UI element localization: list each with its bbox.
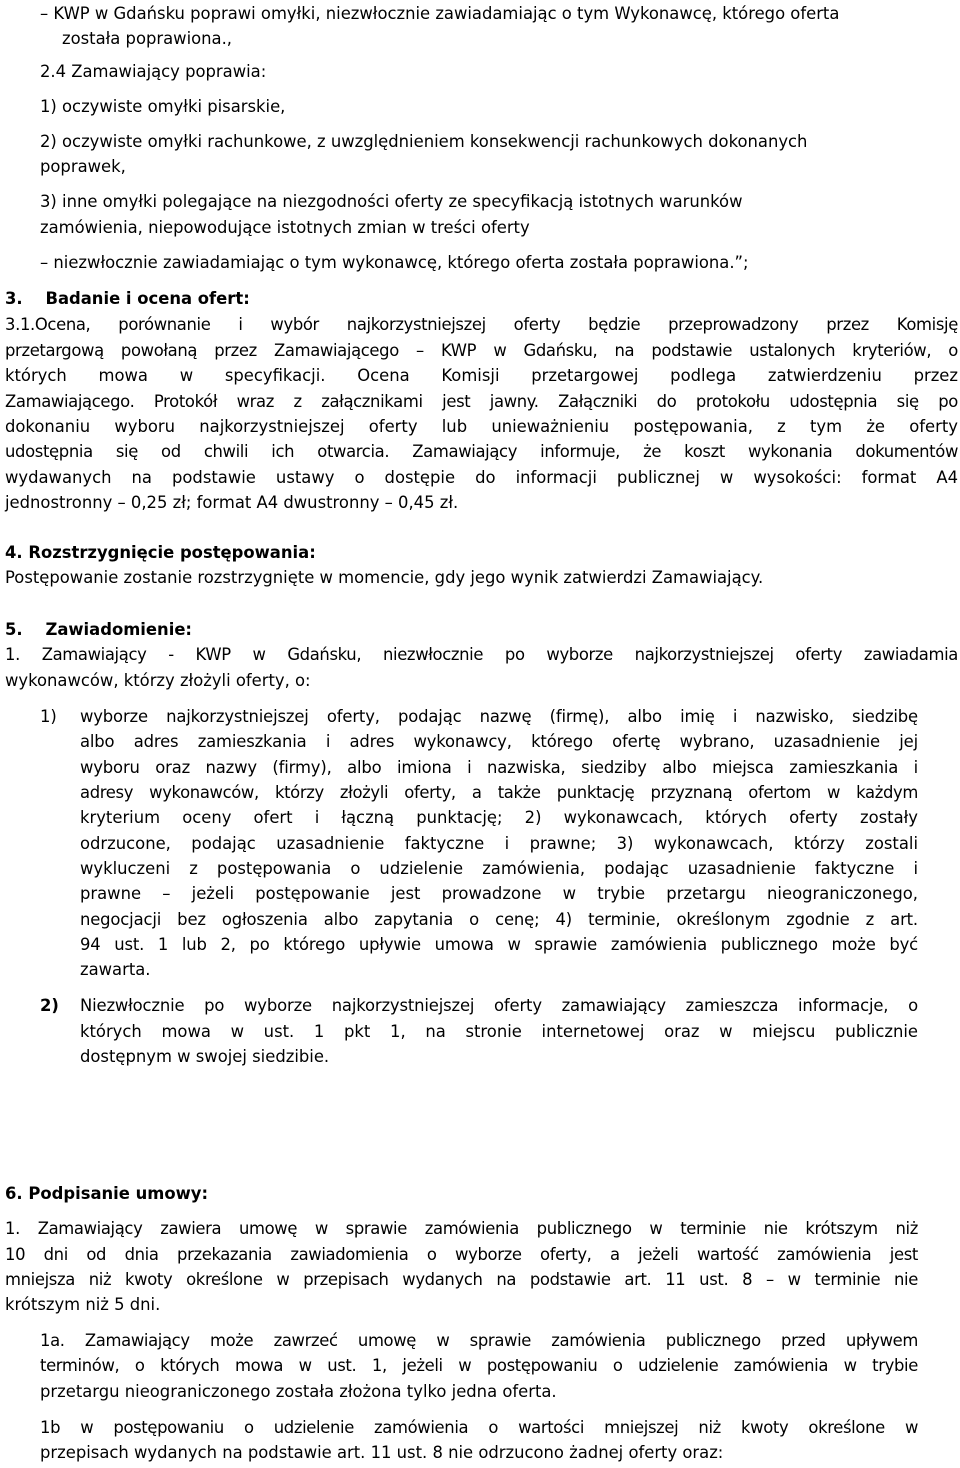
text-line: poprawek, [40, 157, 126, 176]
list-item-line: negocjacji bez ogłoszenia albo zapytania o cenę; 4) terminie, określonym zgodnie z art. [80, 910, 918, 929]
paragraph-line: Postępowanie zostanie rozstrzygnięte w momencie, gdy jego wynik zatwierdzi Zamawiający. [5, 568, 764, 587]
list-item-line: wykluczeni z postępowania o udzielenie zamówienia, podając uzasadnienie faktyczne i [80, 859, 918, 878]
list-item-line: odrzucone, podając uzasadnienie faktyczne i prawne; 3) wykonawcach, którzy zostali [80, 834, 918, 853]
paragraph-line: 1a. Zamawiający może zawrzeć umowę w sprawie zamówienia publicznego przed upływem [40, 1331, 918, 1350]
paragraph-line: mniejsza niż kwoty określone w przepisach wydanych na podstawie art. 11 ust. 8 – w terminie nie [5, 1270, 918, 1289]
paragraph-line: dokonaniu wyboru najkorzystniejszej oferty lub unieważnieniu postępowania, z tym że oferty [5, 417, 958, 436]
list-item-line: wyboru oraz nazwy (firmy), albo imiona i nazwiska, siedziby albo miejsca zamieszkania i [80, 758, 918, 777]
list-item-line: kryterium oceny ofert i łączną punktację; 2) wykonawcach, których oferty zostały [80, 808, 918, 827]
text-line: 1) oczywiste omyłki pisarskie, [40, 97, 286, 116]
section-6-heading: 6. Podpisanie umowy: [5, 1184, 209, 1203]
text-line: – KWP w Gdańsku poprawi omyłki, niezwłocznie zawiadamiając o tym Wykonawcę, którego oferta [40, 4, 840, 23]
paragraph-line: 1. Zamawiający - KWP w Gdańsku, niezwłocznie po wyborze najkorzystniejszej oferty zawiadamia [5, 645, 958, 664]
paragraph-line: przetargową powołaną przez Zamawiającego – KWP w Gdańsku, na podstawie ustalonych kryteriów, o [5, 341, 958, 360]
list-item-line: Niezwłocznie po wyborze najkorzystniejszej oferty zamawiający zamieszcza informacje, o [80, 996, 918, 1015]
text-line: została poprawiona., [62, 29, 233, 48]
list-item-line: prawne – jeżeli postępowanie jest prowadzone w trybie przetargu nieograniczonego, [80, 884, 918, 903]
list-item-line: wyborze najkorzystniejszej oferty, podając nazwę (firmę), albo imię i nazwisko, siedzibę [80, 707, 918, 726]
paragraph-line: wydawanych na podstawie ustawy o dostępie do informacji publicznej w wysokości: format A4 [5, 468, 958, 487]
paragraph-line: 1. Zamawiający zawiera umowę w sprawie zamówienia publicznego w terminie nie krótszym niż [5, 1219, 918, 1238]
section-4-heading: 4. Rozstrzygnięcie postępowania: [5, 543, 316, 562]
list-number: 2) [40, 996, 59, 1015]
text-line: 3) inne omyłki polegające na niezgodności oferty ze specyfikacją istotnych warunków [40, 192, 743, 211]
paragraph-line: 1b w postępowaniu o udzielenie zamówienia o wartości mniejszej niż kwoty określone w [40, 1418, 918, 1437]
text-line: 2) oczywiste omyłki rachunkowe, z uwzględnieniem konsekwencji rachunkowych dokonanych [40, 132, 808, 151]
text-line: – niezwłocznie zawiadamiając o tym wykonawcę, którego oferta została poprawiona.”; [40, 253, 749, 272]
paragraph-line: przetargu nieograniczonego została złożona tylko jedna oferta. [40, 1382, 557, 1401]
list-item-line: których mowa w ust. 1 pkt 1, na stronie internetowej oraz w miejscu publicznie [80, 1022, 918, 1041]
list-item-line: dostępnym w swojej siedzibie. [80, 1047, 330, 1066]
paragraph-line: udostępnia się od chwili ich otwarcia. Zamawiający informuje, że koszt wykonania dokumentów [5, 442, 958, 461]
text-line: 2.4 Zamawiający poprawia: [40, 62, 267, 81]
list-number: 1) [40, 707, 57, 726]
list-item-line: zawarta. [80, 960, 151, 979]
list-item-line: 94 ust. 1 lub 2, po którego upływie umowa w sprawie zamówienia publicznego może być [80, 935, 918, 954]
paragraph-line: wykonawców, którzy złożyli oferty, o: [5, 671, 311, 690]
list-item-line: albo adres zamieszkania i adres wykonawcy, którego ofertę wybrano, uzasadnienie jej [80, 732, 918, 751]
paragraph-line: 3.1.Ocena, porównanie i wybór najkorzystniejszej oferty będzie przeprowadzony przez Komisję [5, 315, 958, 334]
paragraph-line: jednostronny – 0,25 zł; format A4 dwustronny – 0,45 zł. [5, 493, 459, 512]
text-line: zamówienia, niepowodujące istotnych zmian w treści oferty [40, 218, 530, 237]
paragraph-line: Zamawiającego. Protokół wraz z załącznikami jest jawny. Załączniki do protokołu udostępnia się po [5, 392, 958, 411]
paragraph-line: 10 dni od dnia przekazania zawiadomienia o wyborze oferty, a jeżeli wartość zamówienia jest [5, 1245, 918, 1264]
paragraph-line: których mowa w specyfikacji. Ocena Komisji przetargowej podlega zatwierdzeniu przez [5, 366, 958, 385]
paragraph-line: terminów, o których mowa w ust. 1, jeżeli w postępowaniu o udzielenie zamówienia w trybie [40, 1356, 918, 1375]
paragraph-line: krótszym niż 5 dni. [5, 1295, 161, 1314]
list-item-line: adresy wykonawców, którzy złożyli oferty, a także punktację przyznaną ofertom w każdym [80, 783, 918, 802]
section-5-heading: 5. Zawiadomienie: [5, 620, 192, 639]
paragraph-line: przepisach wydanych na podstawie art. 11 ust. 8 nie odrzucono żadnej oferty oraz: [40, 1443, 724, 1462]
section-3-heading: 3. Badanie i ocena ofert: [5, 289, 250, 308]
